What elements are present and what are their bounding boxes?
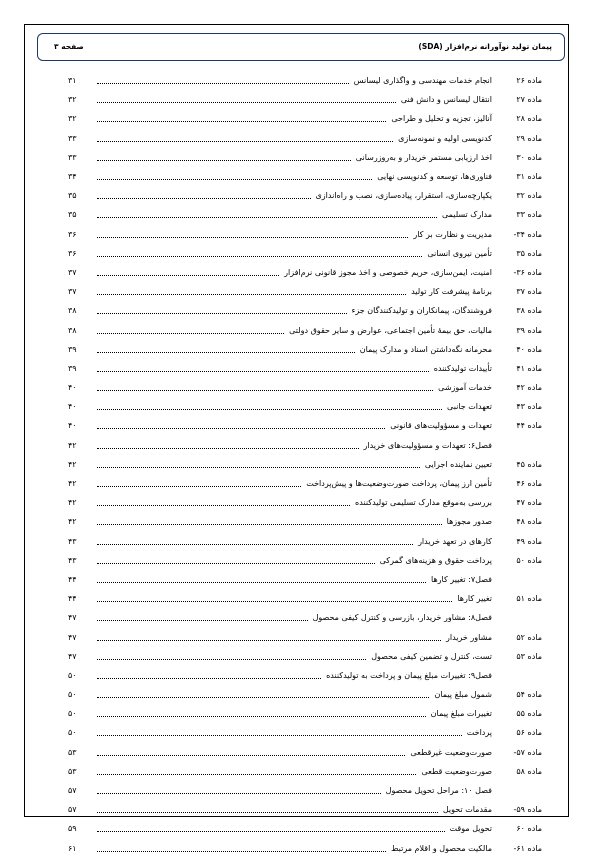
- toc-page-number: ۳۷: [68, 267, 77, 277]
- toc-entry[interactable]: [68, 340, 542, 359]
- toc-entry-title: تأمین ارز پیمان، پرداخت صورت‌وضعیت‌ها و پیش‌پرداخت: [306, 479, 492, 489]
- toc-entry-title: تأییدات تولیدکننده: [433, 363, 492, 373]
- toc-entry[interactable]: [68, 263, 542, 282]
- toc-entry-title: اخذ ارزیابی مستمر خریدار و به‌روزرسانی: [355, 152, 492, 162]
- toc-page-number: ۳۵: [68, 191, 77, 201]
- toc-article-number: ماده ۲۶: [516, 76, 542, 86]
- toc-entry[interactable]: [68, 359, 542, 378]
- toc-page-number: ۴۷: [68, 613, 77, 623]
- toc-entry-title: مالکیت محصول و اقلام مرتبط: [391, 843, 492, 853]
- toc-page-number: ۴۲: [68, 459, 77, 469]
- toc-page-number: ۴۴: [68, 574, 77, 584]
- toc-article-number: ماده ۳۰: [516, 152, 542, 162]
- toc-page-number: ۳۶: [68, 248, 77, 258]
- toc-page-number: ۳۹: [68, 363, 77, 373]
- toc-article-number: ماده ۴۱: [516, 363, 542, 373]
- dot-leader: [97, 217, 437, 218]
- toc-article-number: ماده ۴۹: [516, 536, 542, 546]
- toc-entry[interactable]: [68, 608, 542, 627]
- toc-page-number: ۳۱: [68, 76, 77, 86]
- toc-article-number: ماده ۳۲: [516, 191, 542, 201]
- dot-leader: [97, 601, 452, 602]
- toc-entry[interactable]: [68, 148, 542, 167]
- toc-article-number: ماده ۶۰: [516, 824, 542, 834]
- toc-entry[interactable]: [68, 378, 542, 397]
- toc-article-number: ماده ۲۷: [516, 95, 542, 105]
- toc-entry-title: محرمانه نگه‌داشتن اسناد و مدارک پیمان: [359, 344, 492, 354]
- dot-leader: [97, 256, 422, 257]
- toc-entry[interactable]: [68, 129, 542, 148]
- toc-entry[interactable]: [68, 781, 542, 800]
- toc-entry-title: صورت‌وضعیت غیرقطعی: [410, 747, 492, 757]
- toc-article-number: ماده ۳۵: [516, 248, 542, 258]
- toc-entry-title: تغییرات مبلغ پیمان: [430, 709, 492, 719]
- toc-page-number: ۴۷: [68, 632, 77, 642]
- toc-entry[interactable]: [68, 109, 542, 128]
- document-title: پیمان تولید نوآورانه نرم‌افزار (SDA): [418, 42, 552, 51]
- toc-article-number: ماده ۳۹: [516, 325, 542, 335]
- toc-entry[interactable]: [68, 570, 542, 589]
- toc-article-number: ماده ۴۰: [516, 344, 542, 354]
- page-number: صفحه ۳: [54, 42, 84, 51]
- toc-article-number: ماده ۴۳: [516, 402, 542, 412]
- toc-entry-title: تغییر کارها: [457, 594, 492, 604]
- toc-entry[interactable]: [68, 512, 542, 531]
- toc-page-number: ۵۰: [68, 709, 77, 719]
- toc-entry-title: تأمین نیروی انسانی: [427, 248, 492, 258]
- toc-entry[interactable]: [68, 244, 542, 263]
- toc-entry-title: پرداخت حقوق و هزینه‌های گمرکی: [379, 555, 492, 565]
- toc-entry[interactable]: [68, 282, 542, 301]
- toc-entry-title: کارهای در تعهد خریدار: [418, 536, 492, 546]
- dot-leader: [97, 294, 406, 295]
- toc-page-number: ۳۳: [68, 133, 77, 143]
- toc-entry-title: شمول مبلغ پیمان: [434, 690, 492, 700]
- toc-article-number: ماده ۲۸: [516, 114, 542, 124]
- toc-article-number: ماده ۳۳: [516, 210, 542, 220]
- toc-entry-title: تست، کنترل و تضمین کیفی محصول: [371, 651, 492, 661]
- toc-entry-title: کدنویسی اولیه و نمونه‌سازی: [398, 133, 492, 143]
- toc-article-number: ماده ۵۶: [516, 728, 542, 738]
- toc-entry[interactable]: [68, 685, 542, 704]
- toc-entry-title: صدور مجوزها: [446, 517, 492, 527]
- toc-page-number: ۳۵: [68, 210, 77, 220]
- dot-leader: [97, 697, 429, 698]
- toc-entry-title: مقدمات تحویل: [442, 805, 492, 815]
- toc-article-number: ماده ۵۹-: [513, 805, 542, 815]
- toc-page-number: ۴۳: [68, 536, 77, 546]
- dot-leader: [97, 582, 426, 583]
- toc-entry[interactable]: [68, 225, 542, 244]
- toc-page-number: ۴۲: [68, 479, 77, 489]
- toc-page-number: ۴۲: [68, 517, 77, 527]
- toc-entry-title: فروشندگان، پیمانکاران و تولیدکنندگان جزء: [351, 306, 492, 316]
- toc-entry[interactable]: [68, 186, 542, 205]
- toc-entry-title: مدارک تسلیمی: [442, 210, 492, 220]
- page-header: [37, 33, 565, 61]
- toc-article-number: ماده ۵۰: [516, 555, 542, 565]
- dot-leader: [97, 409, 442, 410]
- dot-leader: [97, 735, 462, 736]
- toc-entry-title: فصل۸: مشاور خریدار، بازرسی و کنترل کیفی محصول: [312, 613, 492, 623]
- toc-page-number: ۳۲: [68, 114, 77, 124]
- toc-page-number: ۴۰: [68, 402, 77, 412]
- toc-article-number: ماده ۵۵: [516, 709, 542, 719]
- toc-page-number: ۳۶: [68, 229, 77, 239]
- toc-entry[interactable]: [68, 551, 542, 570]
- dot-leader: [97, 390, 433, 391]
- toc-entry[interactable]: [68, 723, 542, 742]
- toc-entry[interactable]: [68, 90, 542, 109]
- toc-page-number: ۴۰: [68, 383, 77, 393]
- dot-leader: [97, 121, 386, 122]
- toc-article-number: ماده ۴۵: [516, 459, 542, 469]
- toc-entry[interactable]: [68, 493, 542, 512]
- toc-page-number: ۳۷: [68, 287, 77, 297]
- toc-entry-title: تعهدات جانبی: [447, 402, 492, 412]
- toc-page-number: ۴۰: [68, 421, 77, 431]
- dot-leader: [97, 371, 429, 372]
- toc-entry-title: انجام خدمات مهندسی و واگذاری لیسانس: [353, 76, 492, 86]
- toc-entry-title: مشاور خریدار: [446, 632, 492, 642]
- dot-leader: [97, 352, 355, 353]
- toc-page-number: ۳۳: [68, 152, 77, 162]
- toc-entry-title: آنالیز، تجزیه و تحلیل و طراحی: [391, 114, 492, 124]
- toc-page-number: ۴۷: [68, 651, 77, 661]
- toc-entry[interactable]: [68, 666, 542, 685]
- toc-article-number: ماده ۴۲: [516, 383, 542, 393]
- dot-leader: [97, 179, 372, 180]
- toc-entry[interactable]: [68, 71, 542, 90]
- dot-leader: [97, 755, 405, 756]
- toc-article-number: ماده ۳۴-: [513, 229, 542, 239]
- dot-leader: [97, 505, 350, 506]
- toc-page-number: ۳۲: [68, 95, 77, 105]
- toc-entry-title: برنامهٔ پیشرفت کار تولید: [411, 287, 492, 297]
- dot-leader: [97, 716, 426, 717]
- dot-leader: [97, 160, 351, 161]
- toc-article-number: ماده ۴۷: [516, 498, 542, 508]
- toc-article-number: ماده ۶۱-: [513, 843, 542, 853]
- toc-entry[interactable]: [68, 455, 542, 474]
- toc-entry-title: صورت‌وضعیت قطعی: [421, 766, 492, 776]
- toc-entry-title: پرداخت: [466, 728, 492, 738]
- toc-entry-title: امنیت، ایمن‌سازی، حریم خصوصی و اخذ مجوز قانونی نرم‌افزار: [284, 267, 492, 277]
- dot-leader: [97, 774, 416, 775]
- dot-leader: [97, 524, 442, 525]
- dot-leader: [97, 544, 413, 545]
- toc-article-number: ماده ۳۷: [516, 287, 542, 297]
- toc-entry-title: فصل۶: تعهدات و مسؤولیت‌های خریدار: [363, 440, 492, 450]
- dot-leader: [97, 467, 420, 468]
- toc-page-number: ۵۹: [68, 824, 77, 834]
- dot-leader: [97, 812, 438, 813]
- toc-entry-title: فناوری‌ها، توسعه و کدنویسی نهایی: [377, 172, 492, 182]
- toc-entry-title: تعیین نماینده اجرایی: [424, 459, 492, 469]
- toc-entry[interactable]: [68, 743, 542, 762]
- table-of-contents: [68, 71, 542, 858]
- toc-article-number: ماده ۳۶-: [513, 267, 542, 277]
- toc-entry[interactable]: [68, 800, 542, 819]
- dot-leader: [97, 563, 375, 564]
- toc-article-number: ماده ۴۶: [516, 479, 542, 489]
- dot-leader: [97, 486, 301, 487]
- toc-page-number: ۳۸: [68, 325, 77, 335]
- toc-article-number: ماده ۵۳: [516, 651, 542, 661]
- toc-entry[interactable]: [68, 474, 542, 493]
- toc-entry-title: مدیریت و نظارت بر کار: [413, 229, 492, 239]
- dot-leader: [97, 620, 308, 621]
- toc-page-number: ۴۲: [68, 498, 77, 508]
- toc-article-number: ماده ۳۸: [516, 306, 542, 316]
- toc-entry-title: انتقال لیسانس و دانش فنی: [400, 95, 492, 105]
- dot-leader: [97, 237, 408, 238]
- toc-entry[interactable]: [68, 205, 542, 224]
- toc-entry[interactable]: [68, 436, 542, 455]
- dot-leader: [97, 333, 284, 334]
- toc-entry-title: فصل۹: تغییرات مبلغ پیمان و پرداخت به تولیدکننده: [326, 670, 492, 680]
- toc-article-number: ماده ۴۸: [516, 517, 542, 527]
- toc-page-number: ۵۷: [68, 786, 77, 796]
- toc-entry[interactable]: [68, 416, 542, 435]
- toc-article-number: ماده ۳۱: [516, 172, 542, 182]
- dot-leader: [97, 659, 366, 660]
- toc-entry-title: تحویل موقت: [449, 824, 492, 834]
- toc-entry-title: یکپارچه‌سازی، استقرار، پیاده‌سازی، نصب و راه‌اندازی: [315, 191, 492, 201]
- dot-leader: [97, 448, 359, 449]
- toc-page-number: ۴۳: [68, 555, 77, 565]
- toc-entry-title: خدمات آموزشی: [438, 383, 492, 393]
- toc-article-number: ماده ۲۹: [516, 133, 542, 143]
- dot-leader: [97, 640, 441, 641]
- toc-entry[interactable]: [68, 762, 542, 781]
- dot-leader: [97, 141, 393, 142]
- toc-entry[interactable]: [68, 704, 542, 723]
- toc-entry[interactable]: [68, 647, 542, 666]
- dot-leader: [97, 313, 347, 314]
- toc-entry[interactable]: [68, 167, 542, 186]
- toc-article-number: ماده ۵۱: [516, 594, 542, 604]
- toc-page-number: ۵۰: [68, 670, 77, 680]
- toc-entry[interactable]: [68, 839, 542, 858]
- toc-entry-title: فصل۷: تغییر کارها: [431, 574, 492, 584]
- toc-entry[interactable]: [68, 819, 542, 838]
- toc-entry-title: فصل ۱۰: مراحل تحویل محصول: [385, 786, 492, 796]
- toc-page-number: ۵۰: [68, 728, 77, 738]
- toc-entry[interactable]: [68, 320, 542, 339]
- toc-page-number: ۵۳: [68, 747, 77, 757]
- toc-page-number: ۵۳: [68, 766, 77, 776]
- dot-leader: [97, 83, 349, 84]
- toc-page-number: ۵۰: [68, 690, 77, 700]
- toc-article-number: ماده ۵۲: [516, 632, 542, 642]
- dot-leader: [97, 793, 381, 794]
- toc-entry-title: مالیات، حق بیمهٔ تأمین اجتماعی، عوارض و سایر حقوق دولتی: [289, 325, 492, 335]
- toc-entry-title: تعهدات و مسؤولیت‌های قانونی: [390, 421, 492, 431]
- dot-leader: [97, 198, 311, 199]
- toc-article-number: ماده ۵۴: [516, 690, 542, 700]
- toc-article-number: ماده ۵۸: [516, 766, 542, 776]
- toc-entry-title: بررسی به‌موقع مدارک تسلیمی تولیدکننده: [355, 498, 492, 508]
- toc-entry[interactable]: [68, 589, 542, 608]
- dot-leader: [97, 851, 386, 852]
- toc-page-number: ۳۸: [68, 306, 77, 316]
- dot-leader: [97, 102, 396, 103]
- toc-page-number: ۴۴: [68, 594, 77, 604]
- dot-leader: [97, 678, 321, 679]
- toc-entry[interactable]: [68, 627, 542, 646]
- toc-page-number: ۳۹: [68, 344, 77, 354]
- toc-page-number: ۴۲: [68, 440, 77, 450]
- toc-article-number: ماده ۵۷-: [513, 747, 542, 757]
- dot-leader: [97, 428, 385, 429]
- toc-entry[interactable]: [68, 532, 542, 551]
- toc-entry[interactable]: [68, 397, 542, 416]
- toc-page-number: ۵۷: [68, 805, 77, 815]
- toc-article-number: ماده ۴۴: [516, 421, 542, 431]
- dot-leader: [97, 831, 445, 832]
- toc-page-number: ۶۱: [68, 843, 77, 853]
- toc-entry[interactable]: [68, 301, 542, 320]
- dot-leader: [97, 275, 279, 276]
- toc-page-number: ۳۴: [68, 172, 77, 182]
